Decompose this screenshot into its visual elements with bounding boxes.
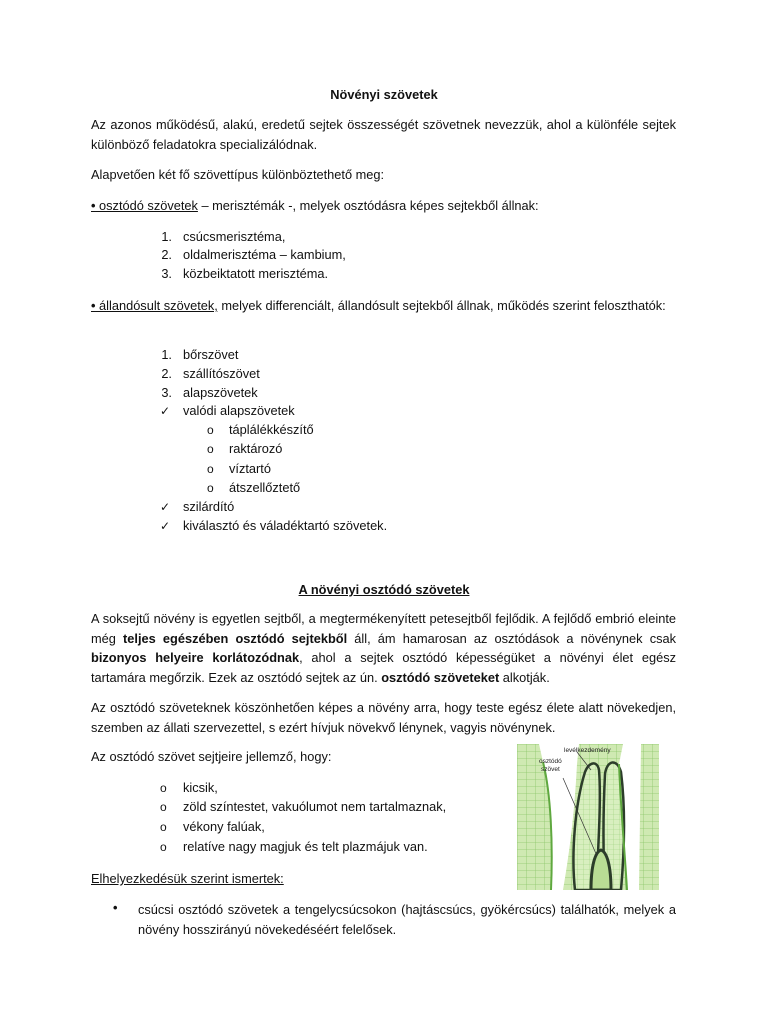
- term-dividing: osztódó szövetek: [95, 198, 198, 213]
- properties-intro: Az osztódó szövet sejtjeire jellemző, hogy:: [91, 749, 332, 764]
- list-number: 1.: [161, 347, 172, 362]
- apical-paragraph: csúcsi osztódó szövetek a tengelycsúcsokon (hajtáscsúcs, gyökércsúcs) találhatók, melyek a növény hosszirányú növekedéséért felelősek.: [138, 902, 676, 937]
- bold-run: teljes egészében osztódó sejtekből: [123, 630, 348, 646]
- term-dividing-desc: – merisztémák -, melyek osztódásra képes sejtekből állnak:: [197, 198, 539, 213]
- circle-bullet-icon: o: [207, 481, 214, 495]
- circle-bullet-icon: o: [207, 462, 214, 476]
- circle-bullet-icon: o: [207, 423, 214, 437]
- circle-bullet-icon: o: [160, 820, 167, 834]
- bold-run: bizonyos helyeire korlátozódnak: [91, 650, 300, 665]
- types-intro: Alapvetően két fő szövettípus különböztethető meg:: [91, 167, 385, 182]
- bullet: •: [91, 298, 96, 313]
- check-item: szilárdító: [183, 499, 235, 514]
- section-permanent-tissues: [91, 296, 676, 316]
- checkmark-icon: ✓: [160, 519, 171, 533]
- circle-bullet-icon: o: [160, 840, 167, 854]
- shoot-apex-figure: [517, 744, 659, 890]
- sub-item: víztartó: [229, 461, 271, 476]
- apical-dome: [591, 850, 611, 890]
- bold-run: osztódó szöveteket: [381, 669, 500, 685]
- checkmark-icon: ✓: [160, 500, 171, 514]
- circle-bullet-icon: o: [160, 800, 167, 814]
- bullet: •: [113, 900, 118, 915]
- list-number: 2.: [161, 366, 172, 381]
- term-permanent: állandósult szövetek,: [95, 298, 218, 313]
- sub-item: átszellőztető: [229, 480, 301, 495]
- intro-paragraph: Az azonos működésű, alakú, eredetű sejtek összességét szövetnek nevezzük, ahol a különféle sejtek különböző feladatokra specializálódnak.: [91, 117, 676, 152]
- list-item: oldalmerisztéma – kambium,: [183, 247, 346, 262]
- property-item: vékony falúak,: [183, 819, 265, 834]
- location-heading: Elhelyezkedésük szerint ismertek:: [91, 871, 284, 886]
- list-number: 3.: [161, 385, 172, 400]
- section-dividing-tissues: [91, 198, 539, 214]
- sub-item: raktározó: [229, 441, 283, 456]
- property-item: zöld színtestet, vakuólumot nem tartalmaznak,: [183, 799, 447, 814]
- term-permanent-desc: melyek differenciált, állandósult sejtekből állnak, működés szerint feloszthatók:: [217, 298, 666, 313]
- list-item: szállítószövet: [183, 366, 260, 381]
- circle-bullet-icon: o: [207, 442, 214, 456]
- list-number: 3.: [161, 266, 172, 281]
- page-title: Növényi szövetek: [330, 87, 438, 102]
- list-item: bőrszövet: [183, 347, 239, 362]
- list-number: 1.: [161, 229, 172, 244]
- sub-item: táplálékkészítő: [229, 422, 314, 437]
- label-leaf-primordium: levélkezdemény: [564, 747, 611, 754]
- property-item: relatíve nagy magjuk és telt plazmájuk van.: [183, 839, 428, 854]
- list-item: közbeiktatott merisztéma.: [183, 266, 329, 281]
- section-title: A növényi osztódó szövetek: [298, 582, 470, 597]
- list-item: alapszövetek: [183, 385, 258, 400]
- growth-paragraph: Az osztódó szöveteknek köszönhetően képes a növény arra, hogy teste egész élete alatt növekedjen, szemben az állati szervezettel, s ezért hívjuk növekvő lénynek, vagyis növénynek.: [91, 700, 676, 735]
- property-item: kicsik,: [183, 780, 218, 795]
- list-item: csúcsmerisztéma,: [183, 229, 286, 244]
- label-dividing-tissue: osztódó: [539, 758, 562, 765]
- check-item: valódi alapszövetek: [183, 403, 295, 418]
- text-run: áll, ám hamarosan az osztódások a növénynek csak: [347, 630, 677, 646]
- check-item: kiválasztó és váladéktartó szövetek.: [183, 518, 388, 533]
- text-run: , ahol a sejtek osztódó képességüket a növényi élet egész tartamára megőrzik. Ezek az osztódó sejtek az ún.: [91, 650, 676, 685]
- checkmark-icon: ✓: [160, 404, 171, 418]
- text-run: A soksejtű növény is egyetlen sejtből, a megtermékenyített petesejtből fejlődik. A fejlődő embrió eleinte még: [91, 611, 676, 646]
- bullet: •: [91, 198, 96, 213]
- text-run: alkotják.: [499, 669, 550, 685]
- circle-bullet-icon: o: [160, 781, 167, 795]
- list-number: 2.: [161, 247, 172, 262]
- embryo-paragraph: [91, 609, 676, 687]
- label-dividing-tissue: szövet: [541, 766, 560, 773]
